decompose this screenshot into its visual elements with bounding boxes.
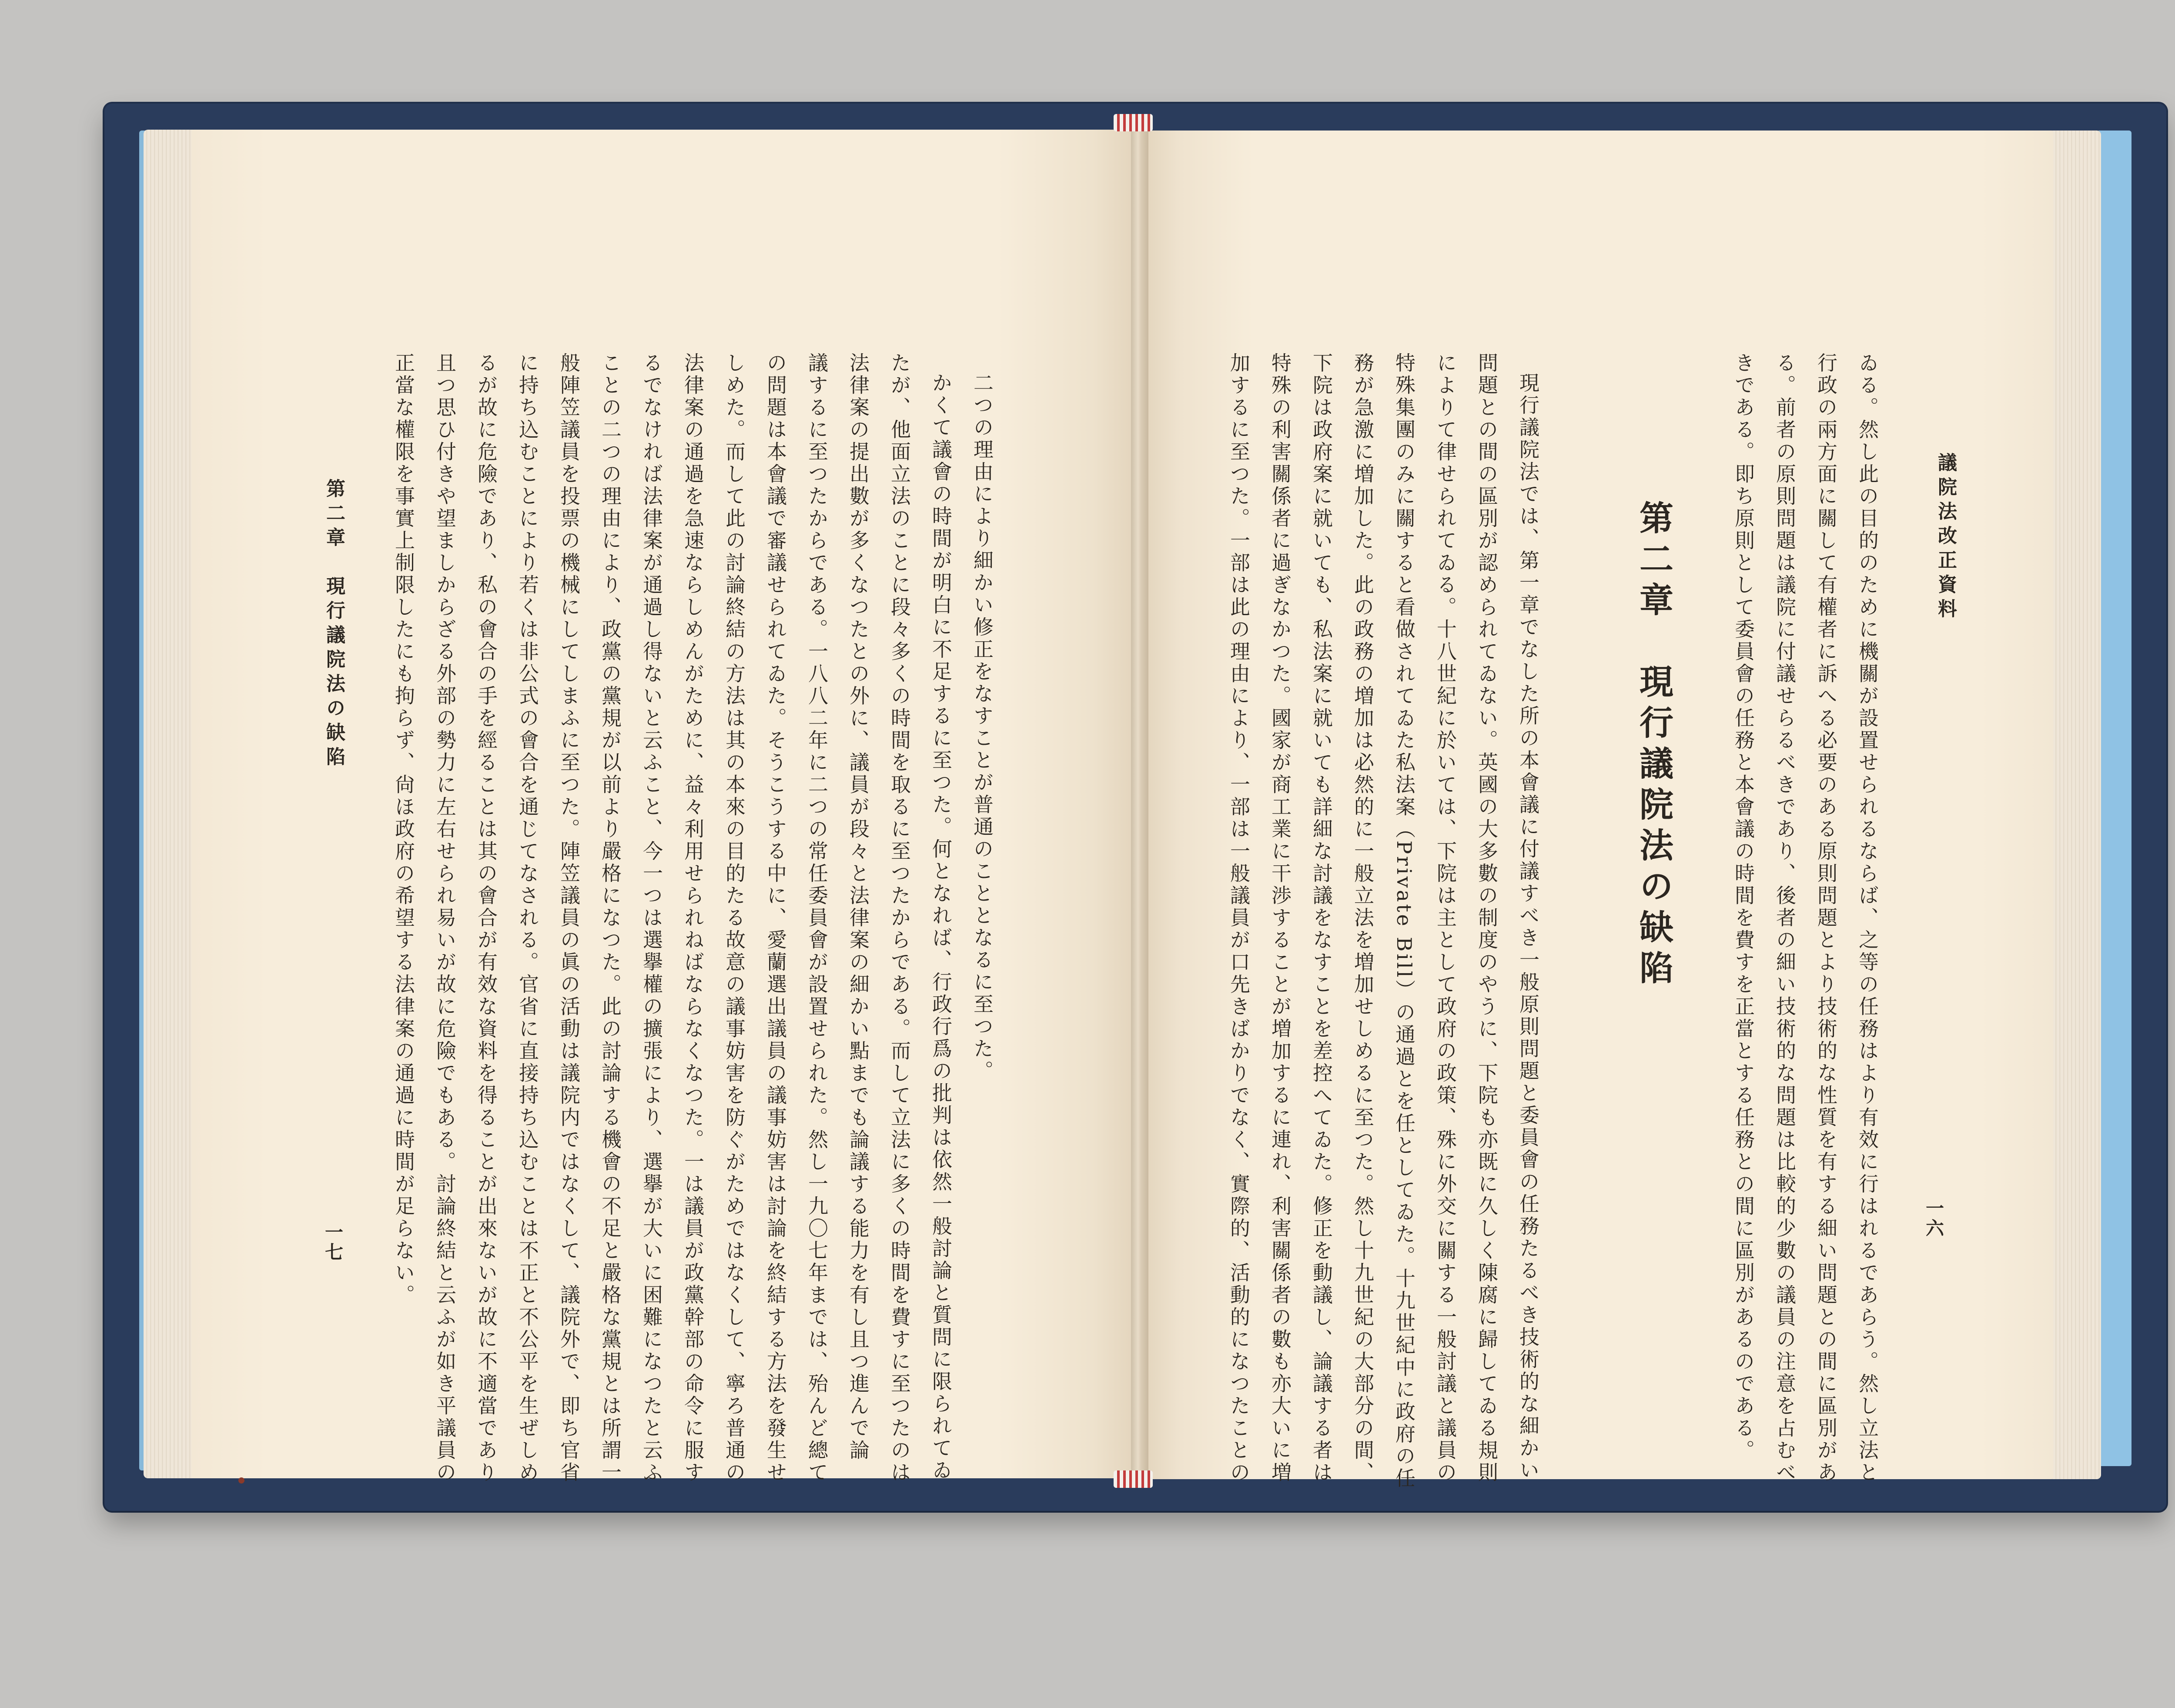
text-line: 法律案の通過を急速ならしめんがために、益々利用せられねばならなくなつた。一は議員が政黨幹部の命令に服す: [681, 352, 705, 1484]
text-line: 般陣笠議員を投票の機械にしてしまふに至つた。陣笠議員の眞の活動は議院内ではなくして、議院外で、即ち官省: [557, 352, 581, 1484]
text-line: しめた。而して此の討論終結の方法は其の本來の目的たる故意の議事妨害を防ぐがためではなくして、寧ろ普通の: [723, 352, 746, 1484]
text-line: きである。即ち原則として委員會の任務と本會議の時間を費すを正當とする任務との間に區別があるのである。: [1732, 352, 1755, 1462]
text-line: 特殊の利害關係者に過ぎなかつた。國家が商工業に干渉することが増加するに連れ、利害關係者の數も亦大いに増: [1268, 352, 1292, 1484]
page-number-left: 一七: [322, 1222, 344, 1263]
headband-bottom: [1114, 1470, 1153, 1488]
right-page-body: [1218, 352, 1549, 1490]
text-line: かくて議會の時間が明白に不足するに至つた。何となれば、行政行爲の批判は依然一般討論と質問に限られてゐ: [929, 372, 953, 1482]
text-line: 務が急激に増加した。此の政務の増加は必然的に一般立法を増加せしめるに至つた。然し十九世紀の大部分の間、: [1351, 352, 1375, 1484]
page-number-right: 一六: [1923, 1199, 1944, 1239]
text-line: 且つ思ひ付きや望ましからざる外部の勢力に左右せられ易いが故に危險でもある。討論終結と云ふが如き平議員の: [433, 352, 457, 1484]
text-line: によりて律せられてゐる。十八世紀に於いては、下院は主として政府の政策、殊に外交に關する一般討議と議員の: [1434, 352, 1457, 1484]
text-line: るでなければ法律案が通過し得ないと云ふこと、今一つは選擧權の擴張により、選擧が大いに困難になつたと云ふ: [640, 352, 663, 1484]
text-line: 正當な權限を事實上制限したにも拘らず、尙ほ政府の希望する法律案の通過に時間が足らない。: [392, 352, 415, 1306]
text-line: ことの二つの理由により、政黨の黨規が以前より嚴格になつた。此の討論する機會の不足と嚴格な黨規とは所謂一: [599, 352, 622, 1484]
page-stack-right: [2049, 131, 2101, 1479]
text-line: る。前者の原則問題は議院に付議せらるべきであり、後者の細い技術的な問題は比較的少數の議員の注意を占むべ: [1773, 352, 1797, 1484]
chapter-title: 第二章 現行議院法の缺陷: [1634, 500, 1673, 991]
text-line: ゐる。然し此の目的のために機關が設置せられるならば、之等の任務はより有效に行はれるであらう。然し立法と: [1856, 352, 1879, 1484]
right-page-top-paragraph: [1723, 352, 1888, 1484]
text-line: 下院は政府案に就いても、私法案に就いても詳細な討議をなすことを差控へてゐた。修正を動議し、論議する者は: [1310, 352, 1333, 1484]
text-line: 加するに至つた。一部は此の理由により、一部は一般議員が口先きばかりでなく、實際的、活動的になつたことの: [1227, 352, 1251, 1484]
book-gutter: [1131, 126, 1148, 1484]
text-line: 特殊集團のみに關すると看做されてゐた私法案（Private Bill）の通過とを任としてゐた。十九世紀中に政府の任: [1392, 352, 1416, 1490]
text-line: の問題は本會議で審議せられてゐた。そうこうする中に、愛蘭選出議員の議事妨害は討論を終結する方法を發生せ: [764, 352, 787, 1484]
ink-speck: [238, 1477, 244, 1484]
left-page-body: [383, 352, 1003, 1484]
text-line: 現行議院法では、第一章でなした所の本會議に付議すべき一般原則問題と委員會の任務たるべき技術的な細かい: [1516, 372, 1540, 1482]
running-head: 議院法改正資料: [1934, 452, 1957, 623]
running-foot: 第二章 現行議院法の缺陷: [323, 479, 345, 771]
text-line: 問題との間の區別が認められてゐない。英國の大多數の制度のやうに、下院も亦既に久しく陳腐に歸してゐる規則: [1475, 352, 1499, 1484]
text-line: 法律案の提出數が多くなつたとの外に、議員が段々と法律案の細かい點までも論議する能力を有し且つ進んで論: [847, 352, 870, 1462]
text-line: 二つの理由により細かい修正をなすことが普通のこととなるに至つた。: [970, 372, 994, 1082]
text-line: に持ち込むことにより若くは非公式の會合を通じてなされる。官省に直接持ち込むことは不正と不公平を生ぜしめ: [516, 352, 539, 1484]
cover-inner-right: [2097, 131, 2132, 1466]
text-line: 議するに至つたからである。一八八二年に二つの常任委員會が設置せられた。然し一九〇七年までは、殆んど總て: [805, 352, 829, 1484]
text-line: たが、他面立法のことに段々多くの時間を取るに至つたからである。而して立法に多くの時間を費すに至つたのは: [888, 352, 911, 1484]
text-line: 行政の兩方面に關して有權者に訴へる必要のある原則問題とより技術的な性質を有する細い問題との間に區別があ: [1814, 352, 1838, 1484]
text-line: るが故に危險であり、私の會合の手を經ることは其の會合が有效な資料を得ることが出來ないが故に不適當であり: [475, 352, 498, 1484]
headband-top: [1114, 114, 1153, 131]
